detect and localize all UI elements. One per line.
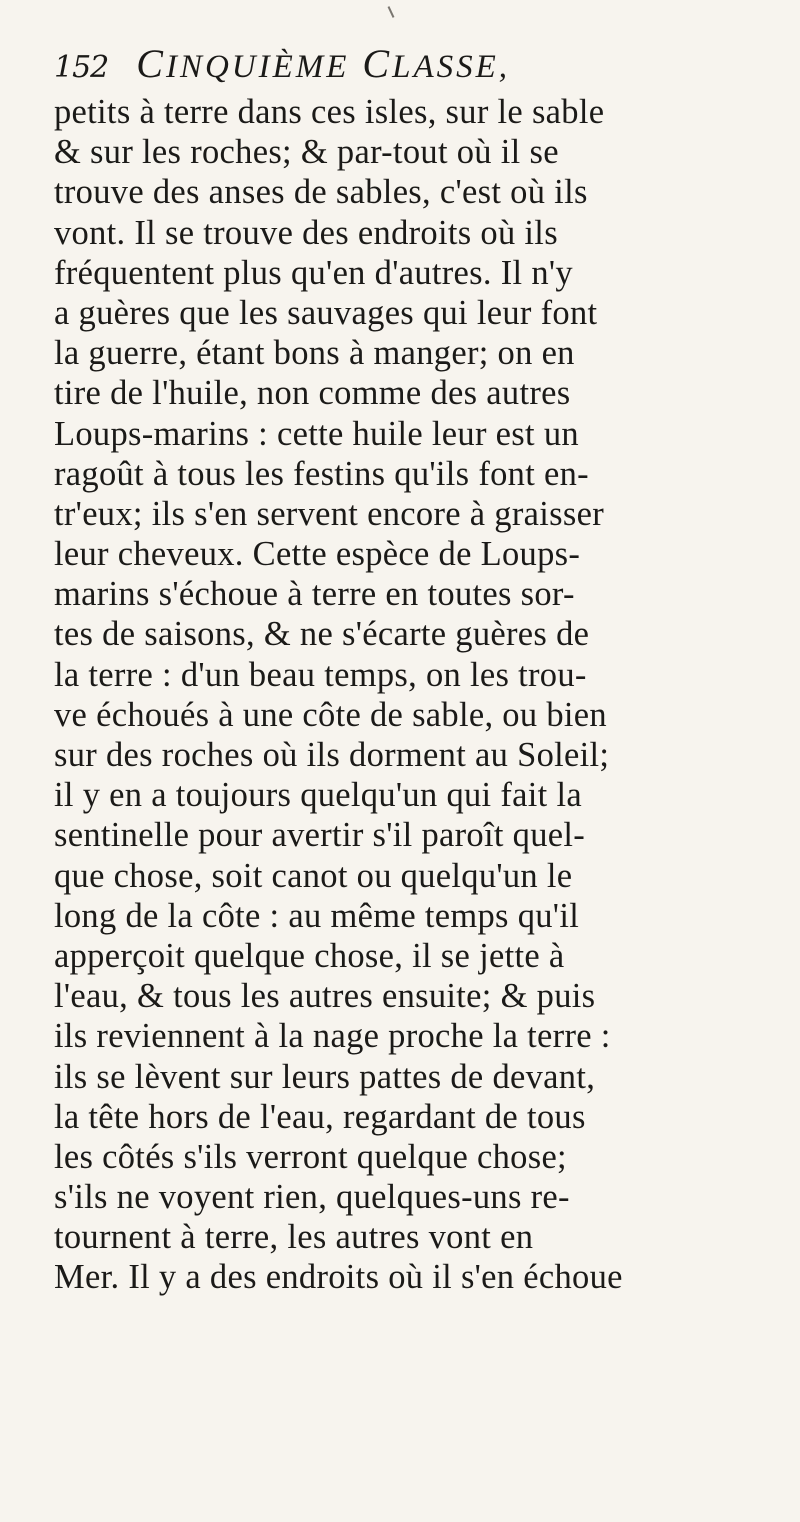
text-line: marins s'échoue à terre en toutes sor- xyxy=(54,575,575,614)
margin-mark xyxy=(388,6,395,18)
text-line: sur des roches où ils dorment au Soleil; xyxy=(54,736,610,774)
text-line: tournent à terre, les autres vont en xyxy=(54,1218,534,1257)
text-line: Loups-marins : cette huile leur est un xyxy=(54,414,579,453)
text-line: vont. Il se trouve des endroits où ils xyxy=(54,213,558,252)
text-line: trouve des anses de sables, c'est où ils xyxy=(54,173,588,212)
text-line: l'eau, & tous les autres ensuite; & puis xyxy=(54,977,596,1016)
text-line: & sur les roches; & par-tout où il se xyxy=(54,133,559,172)
text-line: a guères que les sauvages qui leur font xyxy=(54,293,598,332)
running-head-initial-2: C xyxy=(362,41,393,86)
running-head-word-2: LASSE, xyxy=(392,49,511,85)
text-line: ils se lèvent sur leurs pattes de devant, xyxy=(54,1057,596,1096)
text-line: s'ils ne voyent rien, quelques-uns re- xyxy=(54,1178,570,1217)
text-line: petits à terre dans ces isles, sur le sable xyxy=(54,93,605,131)
text-line: tr'eux; ils s'en servent encore à graisser xyxy=(54,494,604,533)
text-line: ragoût à tous les festins qu'ils font en- xyxy=(54,454,589,493)
text-line: fréquentent plus qu'en d'autres. Il n'y xyxy=(54,253,573,292)
body-text xyxy=(54,92,774,1298)
text-line: les côtés s'ils verront quelque chose; xyxy=(54,1137,567,1176)
text-line: ils reviennent à la nage proche la terre : xyxy=(54,1017,611,1056)
text-line: tire de l'huile, non comme des autres xyxy=(54,374,571,413)
text-line: leur cheveux. Cette espèce de Loups- xyxy=(54,535,581,574)
text-line: ve échoués à une côte de sable, ou bien xyxy=(54,695,607,734)
text-line: la tête hors de l'eau, regardant de tous xyxy=(54,1097,586,1136)
running-head xyxy=(136,40,510,87)
text-line: sentinelle pour avertir s'il paroît quel- xyxy=(54,816,586,855)
text-line: il y en a toujours quelqu'un qui fait la xyxy=(54,776,582,815)
text-line: la guerre, étant bons à manger; on en xyxy=(54,334,575,373)
running-head-initial-1: C xyxy=(136,41,166,86)
text-line: que chose, soit canot ou quelqu'un le xyxy=(54,856,573,895)
text-line: tes de saisons, & ne s'écarte guères de xyxy=(54,615,590,654)
page-number: 152 xyxy=(54,50,109,85)
running-head-word-1: INQUIÈME xyxy=(165,49,350,85)
text-line: la terre : d'un beau temps, on les trou- xyxy=(54,655,587,694)
text-line: Mer. Il y a des endroits où il s'en échoue xyxy=(54,1258,623,1297)
text-line: long de la côte : au même temps qu'il xyxy=(54,896,580,935)
text-line: apperçoit quelque chose, il se jette à xyxy=(54,936,565,975)
page-header xyxy=(54,40,776,100)
